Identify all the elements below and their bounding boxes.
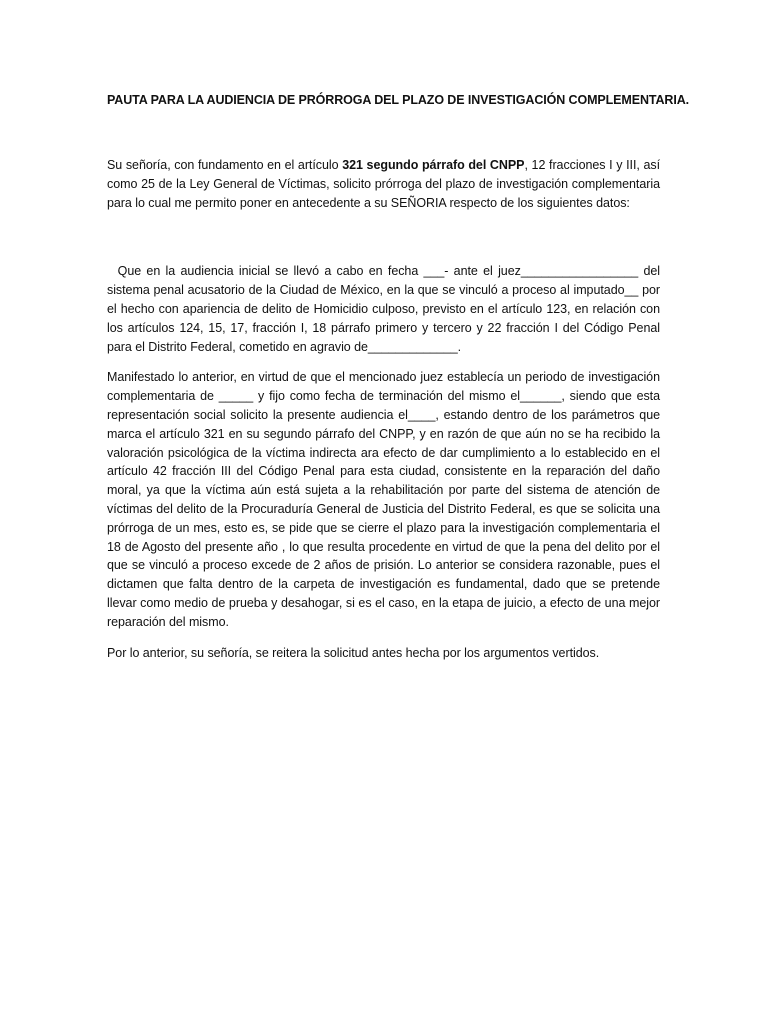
paragraph-background: Que en la audiencia inicial se llevó a cabo en fecha ___- ante el juez_________________ del sistema penal acusatorio de la Ciudad de México, en la que se vinculó a proceso al imputado__ por el hecho con apariencia de delito de Homicidio culposo, previsto en el artículo 123, en relación con los artículos 124, 15, 17, fracción I, 18 párrafo primero y tercero y 22 fracción I del Código Penal para el Distrito Federal, cometido en agravio de_____________. bbox=[107, 264, 660, 354]
paragraph-intro-text-1: Su señoría, con fundamento en el artículo bbox=[107, 158, 343, 172]
document-page bbox=[107, 90, 690, 662]
paragraph-intro-bold-reference: 321 segundo párrafo del CNPP bbox=[342, 158, 525, 172]
paragraph-conclusion: Por lo anterior, su señoría, se reitera la solicitud antes hecha por los argumentos vertidos. bbox=[107, 645, 600, 660]
paragraph-intro-text-2: , 12 fracciones I y III, así como 25 de la Ley General de Víctimas, solicito prórroga del plazo de investigación complementaria para lo cual me permito poner en antecedente a su SEÑORIA respecto de los siguientes datos: bbox=[107, 158, 660, 210]
document-title: PAUTA PARA LA AUDIENCIA DE PRÓRROGA DEL PLAZO DE INVESTIGACIÓN COMPLEMENTARIA. bbox=[107, 93, 690, 107]
paragraph-argument: Manifestado lo anterior, en virtud de que el mencionado juez establecía un periodo de investigación complementaria de _____ y fijo como fecha de terminación del mismo el______, siendo que esta representación social solicito la presente audiencia el____, estando dentro de los parámetros que marca el artículo 321 en su segundo párrafo del CNPP, y en razón de que aún no se ha recibido la valoración psicológica de la víctima indirecta ara efecto de dar cumplimiento a lo establecido en el artículo 42 fracción III del Código Penal para esta ciudad, consistente en la reparación del daño moral, ya que la víctima aún está sujeta a la rehabilitación por parte del sistema de atención de víctimas del delito de la Procuraduría General de Justicia del Distrito Federal, es que se solicita una prórroga de un mes, esto es, se pide que se cierre el plazo para la investigación complementaria el 18 de Agosto del presente año , lo que resulta procedente en virtud de que la pena del delito por el que se vinculó a proceso excede de 2 años de prisión. Lo anterior se considera razonable, pues el dictamen que falta dentro de la carpeta de investigación es fundamental, dado que se pretende llevar como medio de prueba y desahogar, si es el caso, en la etapa de juicio, a efecto de una mejor reparación del mismo. bbox=[107, 370, 660, 629]
paragraph-intro bbox=[107, 156, 660, 212]
